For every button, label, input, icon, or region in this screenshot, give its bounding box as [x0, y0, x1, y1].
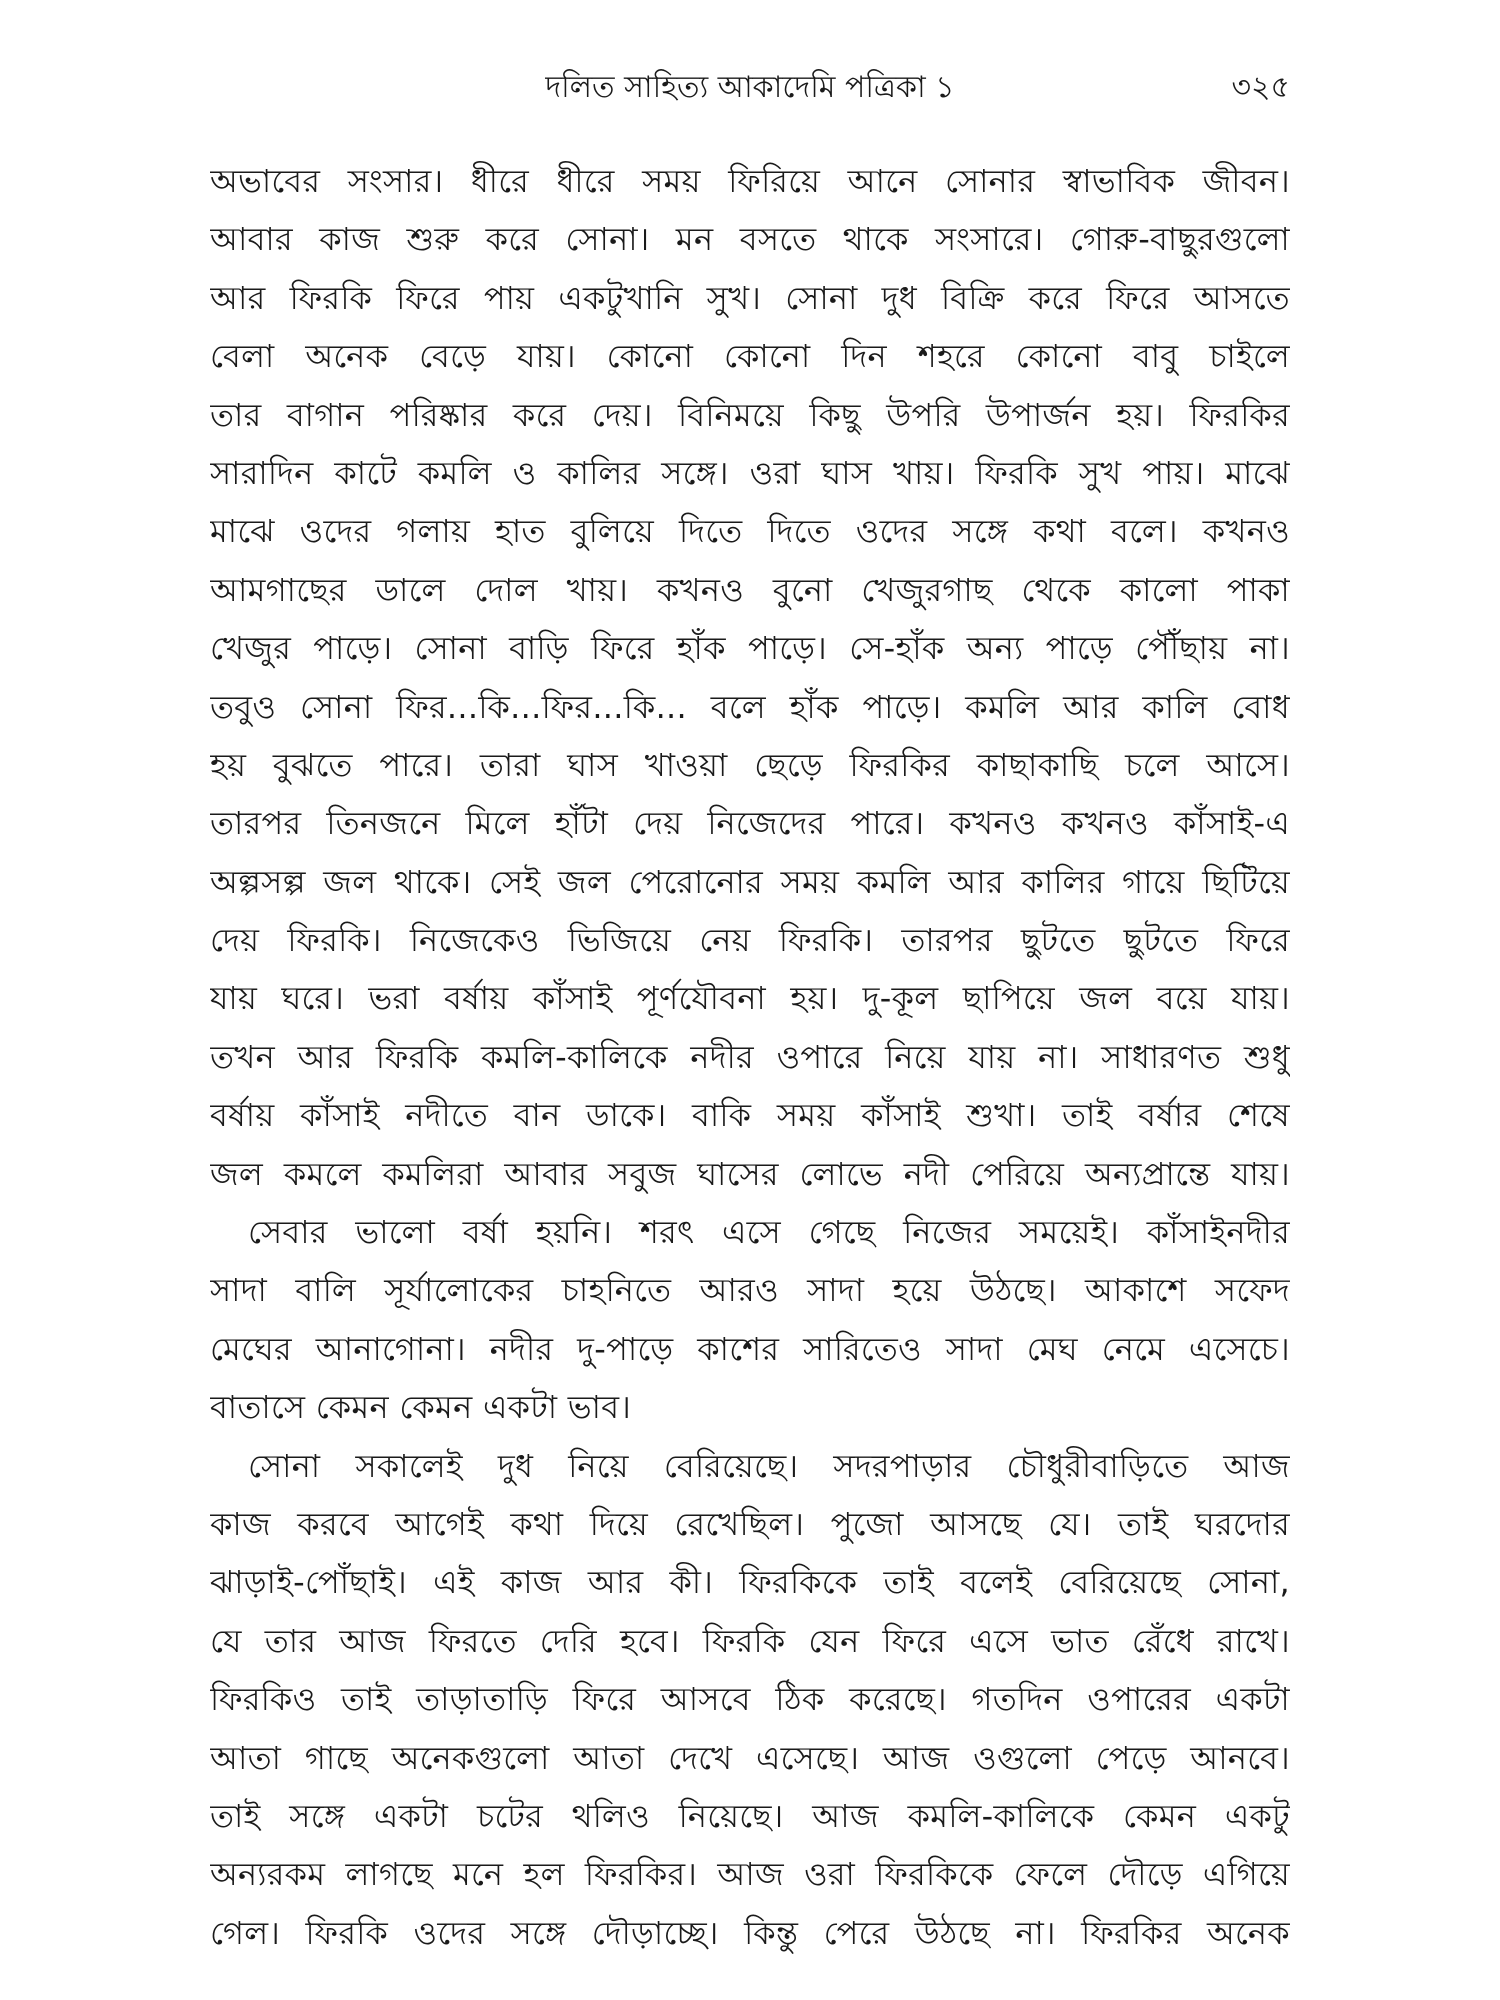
- text-line: হয় বুঝতে পারে। তারা ঘাস খাওয়া ছেড়ে ফিরকির কাছাকাছি চলে আসে।: [210, 745, 1290, 784]
- text-line: ঝাড়াই-পোঁছাই। এই কাজ আর কী। ফিরকিকে তাই বলেই বেরিয়েছে সোনা,: [210, 1563, 1290, 1602]
- text-line: বর্ষায় কাঁসাই নদীতে বান ডাকে। বাকি সময় কাঁসাই শুখা। তাই বর্ষার শেষে: [210, 1096, 1290, 1135]
- text-line: তখন আর ফিরকি কমলি-কালিকে নদীর ওপারে নিয়ে যায় না। সাধারণত শুধু: [210, 1037, 1290, 1076]
- text-line: আবার কাজ শুরু করে সোনা। মন বসতে থাকে সংসারে। গোরু-বাছুরগুলো: [210, 220, 1290, 259]
- text-line: তবুও সোনা ফির...কি...ফির...কি... বলে হাঁক পাড়ে। কমলি আর কালি বোধ: [210, 687, 1290, 726]
- text-line: অল্পসল্প জল থাকে। সেই জল পেরোনোর সময় কমলি আর কালির গায়ে ছিটিয়ে: [210, 862, 1290, 901]
- paragraph-first-line: সোনা সকালেই দুধ নিয়ে বেরিয়েছে। সদরপাড়ার চৌধুরীবাড়িতে আজ: [248, 1446, 1290, 1485]
- text-line: মেঘের আনাগোনা। নদীর দু-পাড়ে কাশের সারিতেও সাদা মেঘ নেমে এসেচে।: [210, 1329, 1290, 1368]
- text-line: সাদা বালি সূর্যালোকের চাহনিতে আরও সাদা হয়ে উঠছে। আকাশে সফেদ: [210, 1271, 1290, 1310]
- text-line: আতা গাছে অনেকগুলো আতা দেখে এসেছে। আজ ওগুলো পেড়ে আনবে।: [210, 1738, 1290, 1777]
- text-line: কাজ করবে আগেই কথা দিয়ে রেখেছিল। পুজো আসছে যে। তাই ঘরদোর: [210, 1504, 1290, 1543]
- page-number: ৩২৫: [1231, 70, 1290, 105]
- paragraph-first-line: সেবার ভালো বর্ষা হয়নি। শরৎ এসে গেছে নিজের সময়েই। কাঁসাইনদীর: [248, 1213, 1290, 1252]
- journal-title: দলিত সাহিত্য আকাদেমি পত্রিকা ১: [545, 70, 955, 105]
- text-line: মাঝে ওদের গলায় হাত বুলিয়ে দিতে দিতে ওদের সঙ্গে কথা বলে। কখনও: [210, 512, 1290, 551]
- text-line: যায় ঘরে। ভরা বর্ষায় কাঁসাই পূর্ণযৌবনা হয়। দু-কূল ছাপিয়ে জল বয়ে যায়।: [210, 979, 1290, 1018]
- text-line: সারাদিন কাটে কমলি ও কালির সঙ্গে। ওরা ঘাস খায়। ফিরকি সুখ পায়। মাঝে: [210, 453, 1290, 492]
- text-line: তারপর তিনজনে মিলে হাঁটা দেয় নিজেদের পারে। কখনও কখনও কাঁসাই-এ: [210, 804, 1290, 843]
- text-line: তাই সঙ্গে একটা চটের থলিও নিয়েছে। আজ কমলি-কালিকে কেমন একটু: [210, 1796, 1290, 1835]
- text-line: তার বাগান পরিষ্কার করে দেয়। বিনিময়ে কিছু উপরি উপার্জন হয়। ফিরকির: [210, 395, 1290, 434]
- text-line: অন্যরকম লাগছে মনে হল ফিরকির। আজ ওরা ফিরকিকে ফেলে দৌড়ে এগিয়ে: [210, 1855, 1290, 1894]
- running-head: [210, 58, 1290, 118]
- text-line: খেজুর পাড়ে। সোনা বাড়ি ফিরে হাঁক পাড়ে। সে-হাঁক অন্য পাড়ে পৌঁছায় না।: [210, 629, 1290, 668]
- text-line: গেল। ফিরকি ওদের সঙ্গে দৌড়াচ্ছে। কিন্তু পেরে উঠছে না। ফিরকির অনেক: [210, 1913, 1290, 1952]
- text-line: অভাবের সংসার। ধীরে ধীরে সময় ফিরিয়ে আনে সোনার স্বাভাবিক জীবন।: [210, 162, 1290, 200]
- text-line: দেয় ফিরকি। নিজেকেও ভিজিয়ে নেয় ফিরকি। তারপর ছুটতে ছুটতে ফিরে: [210, 921, 1290, 960]
- body-text: [210, 152, 1290, 1962]
- text-line: জল কমলে কমলিরা আবার সবুজ ঘাসের লোভে নদী পেরিয়ে অন্যপ্রান্তে যায়।: [210, 1154, 1290, 1193]
- text-line: ফিরকিও তাই তাড়াতাড়ি ফিরে আসবে ঠিক করেছে। গতদিন ওপারের একটা: [210, 1680, 1290, 1719]
- text-line: আমগাছের ডালে দোল খায়। কখনও বুনো খেজুরগাছ থেকে কালো পাকা: [210, 570, 1290, 609]
- text-line: বেলা অনেক বেড়ে যায়। কোনো কোনো দিন শহরে কোনো বাবু চাইলে: [210, 337, 1290, 376]
- text-line: আর ফিরকি ফিরে পায় একটুখানি সুখ। সোনা দুধ বিক্রি করে ফিরে আসতে: [210, 278, 1290, 317]
- paragraph-last-line: বাতাসে কেমন কেমন একটা ভাব।: [210, 1388, 632, 1427]
- text-line: যে তার আজ ফিরতে দেরি হবে। ফিরকি যেন ফিরে এসে ভাত রেঁধে রাখে।: [210, 1621, 1290, 1660]
